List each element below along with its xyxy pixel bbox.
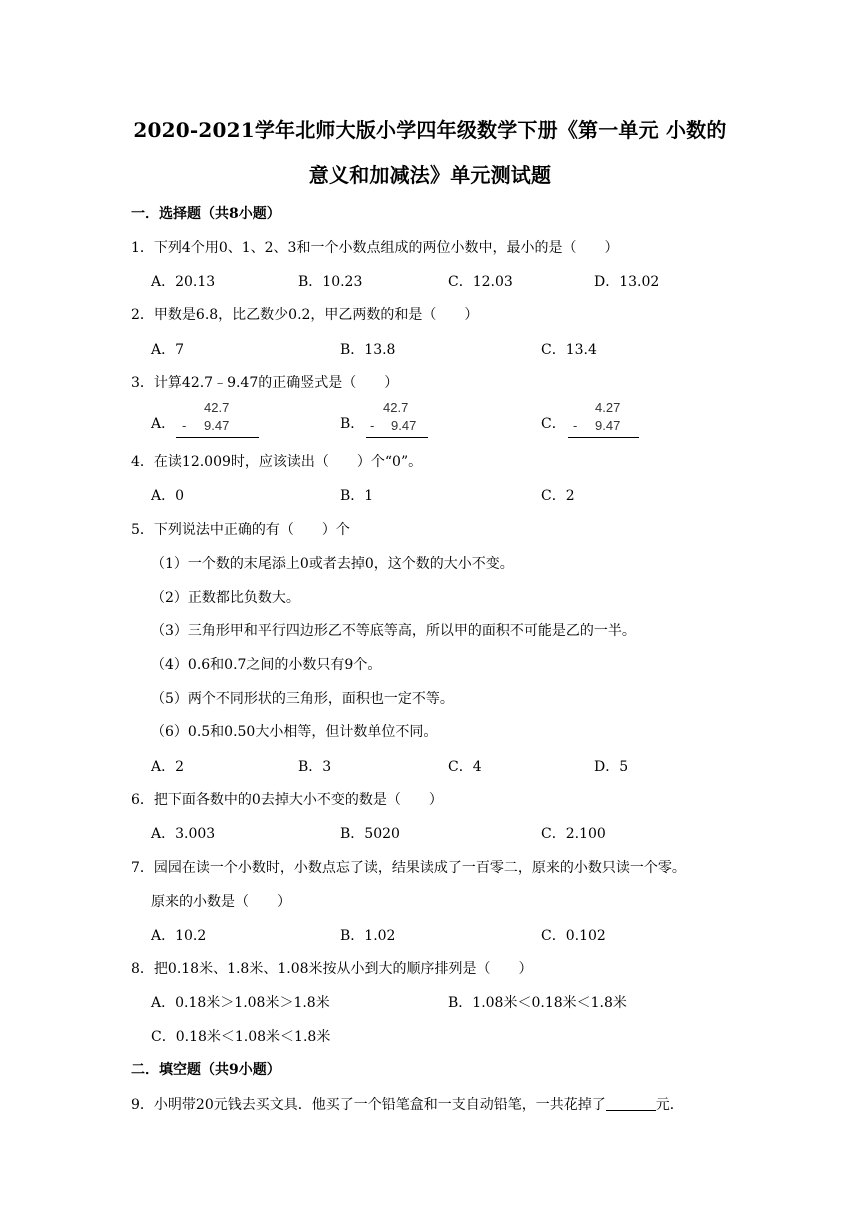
vertical-bottom-number: 9.47 (595, 418, 621, 433)
vertical-top-number: 4.27 (595, 400, 621, 415)
question-9-stem (131, 1094, 684, 1114)
q4-option-a: A．0 (151, 488, 185, 504)
section-2-heading: 二．填空题（共9小题） (131, 1062, 281, 1078)
question-1-stem: 1．下列4个用0、1、2、3和一个小数点组成的两位小数中，最小的是（ ） (131, 240, 619, 256)
q1-option-b: B．10.23 (298, 274, 363, 290)
question-2-stem: 2．甲数是6.8，比乙数少0.2，甲乙两数的和是（ ） (131, 307, 479, 323)
q5-option-b: B．3 (298, 759, 332, 775)
q5-statement-4: （4）0.6和0.7之间的小数只有9个。 (151, 657, 382, 673)
q6-option-c: C．2.100 (541, 826, 606, 842)
vertical-minus-sign: - (370, 418, 375, 433)
section-1-heading: 一．选择题（共8小题） (131, 206, 281, 222)
q7-option-b: B．1.02 (340, 928, 396, 944)
q5-option-d: D．5 (594, 759, 629, 775)
question-4-stem: 4．在读12.009时，应该读出（ ）个“0”。 (131, 454, 423, 470)
q5-statement-3: （3）三角形甲和平行四边形乙不等底等高，所以甲的面积不可能是乙的一半。 (151, 623, 636, 639)
q3-option-b-label: B． (340, 416, 365, 432)
q5-statement-1: （1）一个数的末尾添上0或者去掉0，这个数的大小不变。 (151, 556, 514, 572)
q5-statement-6: （6）0.5和0.50大小相等，但计数单位不同。 (151, 724, 438, 740)
question-5-stem: 5．下列说法中正确的有（ ）个 (131, 522, 350, 538)
q6-option-a: A．3.003 (151, 826, 216, 842)
q3-vertical-form-b (366, 398, 430, 440)
q6-option-b: B．5020 (340, 826, 400, 842)
q1-option-c: C．12.03 (448, 274, 513, 290)
q8-option-b: B．1.08米＜0.18米＜1.8米 (448, 995, 627, 1011)
q3-option-c-label: C． (541, 416, 566, 432)
q5-option-a: A．2 (151, 759, 185, 775)
question-7-stem-line-1: 7．园园在读一个小数时，小数点忘了读，结果读成了一百零二，原来的小数只读一个零。 (131, 860, 686, 876)
vertical-line (568, 437, 639, 438)
q9-stem-text: 9．小明带20元钱去买文具．他买了一个铅笔盒和一支自动铅笔，一共花掉了 (131, 1097, 606, 1113)
question-3-stem: 3．计算42.7﹣9.47的正确竖式是（ ） (131, 375, 399, 391)
title-line-1: 2020-2021学年北师大版小学四年级数学下册《第一单元 小数的 (133, 118, 727, 142)
vertical-minus-sign: - (182, 418, 187, 433)
vertical-line (366, 437, 428, 438)
vertical-bottom-number: 9.47 (391, 418, 417, 433)
q8-option-a: A．0.18米＞1.08米＞1.8米 (151, 995, 330, 1011)
vertical-top-number: 42.7 (383, 400, 409, 415)
question-7-stem-line-2: 原来的小数是（ ） (151, 894, 291, 910)
title-line-2: 意义和加减法》单元测试题 (308, 163, 552, 187)
q1-option-d: D．13.02 (594, 274, 660, 290)
q7-option-a: A．10.2 (151, 928, 207, 944)
vertical-top-number: 42.7 (204, 400, 230, 415)
q5-option-c: C．4 (448, 759, 482, 775)
question-8-stem: 8．把0.18米、1.8米、1.08米按从小到大的顺序排列是（ ） (131, 961, 533, 977)
q2-option-a: A．7 (151, 342, 185, 358)
q3-option-a-label: A． (151, 416, 176, 432)
q4-option-b: B．1 (340, 488, 374, 504)
vertical-minus-sign: - (573, 418, 578, 433)
q8-option-c: C．0.18米＜1.08米＜1.8米 (151, 1029, 331, 1045)
q7-option-c: C．0.102 (541, 928, 606, 944)
q3-vertical-form-a (176, 398, 260, 440)
q2-option-b: B．13.8 (340, 342, 396, 358)
q3-vertical-form-c (568, 398, 640, 440)
q5-statement-5: （5）两个不同形状的三角形，面积也一定不等。 (151, 691, 454, 707)
vertical-line (176, 437, 259, 438)
q5-statement-2: （2）正数都比负数大。 (151, 590, 300, 606)
q2-option-c: C．13.4 (541, 342, 597, 358)
q9-answer-blank (606, 1096, 656, 1111)
q1-option-a: A．20.13 (151, 274, 216, 290)
vertical-bottom-number: 9.47 (204, 418, 230, 433)
question-6-stem: 6．把下面各数中的0去掉大小不变的数是（ ） (131, 792, 443, 808)
q4-option-c: C．2 (541, 488, 575, 504)
q9-stem-suffix: 元． (655, 1097, 684, 1113)
